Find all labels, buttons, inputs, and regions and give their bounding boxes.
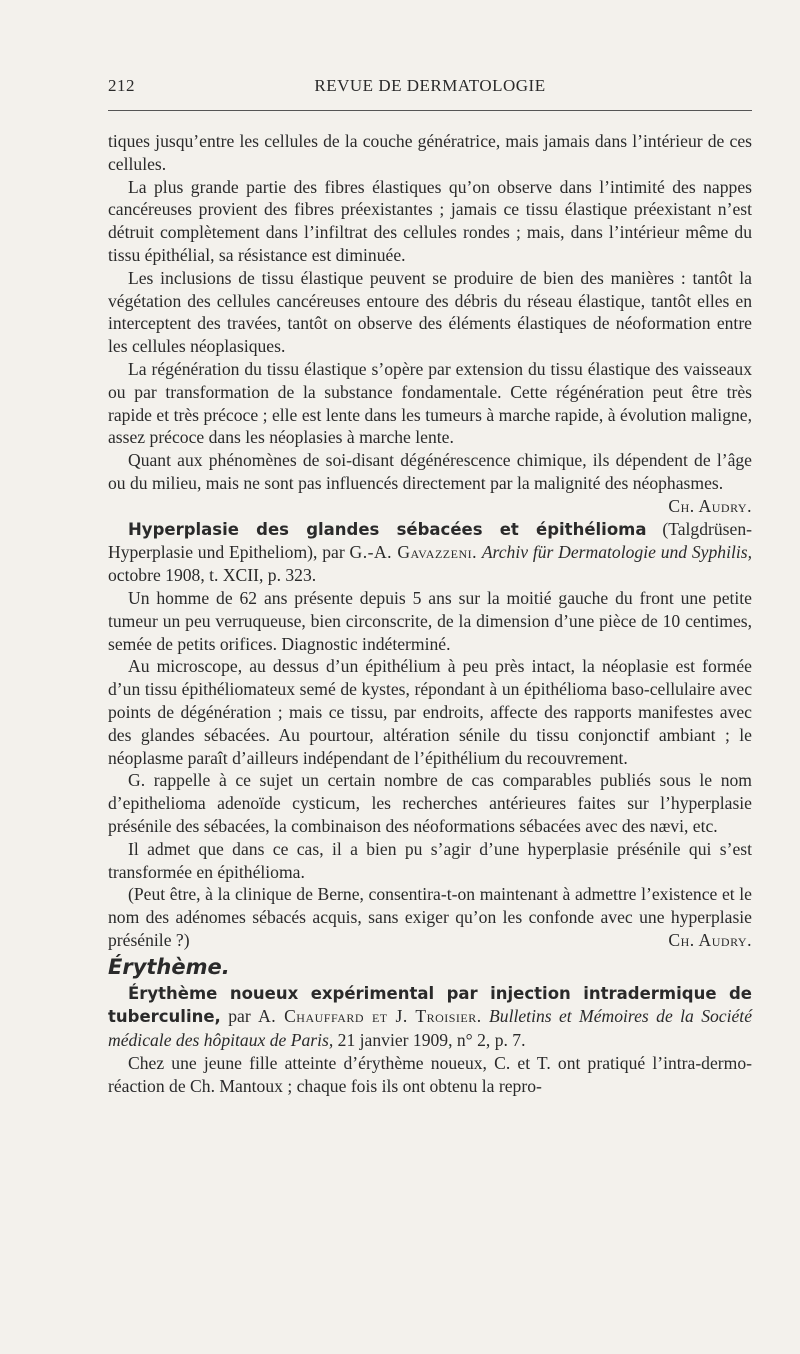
- paragraph-7: Au microscope, au dessus d’un épithélium à peu près intact, la néoplasie est formée d’un tissu épithéliomateux semé de kystes, répondant à un épithélioma baso-cellulaire avec points de dégénération ; mais ce tissu, par endroits, affecte des rapports manifestes avec des glandes sébacées. Au pourtour, altération sénile du tissu conjonctif ambiant ; le néoplasme paraît d’ailleurs indépendant de l’épithélium du recouvrement.: [108, 656, 752, 768]
- article-1-journal: Archiv für Dermatologie und Syphilis,: [481, 542, 752, 563]
- paragraph-10-text: (Peut être, à la clinique de Berne, consentira-t-on maintenant à admettre l’existence et le nom des adénomes sébacés acquis, sans exiger qu’on les confonde avec une hyperplasie présénile ?): [108, 884, 752, 950]
- paragraph-10: [108, 883, 752, 951]
- paragraph-4: La régénération du tissu élastique s’opère par extension du tissu élastique des vaisseaux ou par transformation de la substance fondamentale. Cette régénération peut être très rapide et très précoce ; elle est lente dans les tumeurs à marche rapide, à évolution maligne, assez précoce dans les néoplasies à marche lente.: [108, 358, 752, 448]
- article-2-title: Érythème noueux expérimental par injection intradermique de tuberculine,: [108, 983, 752, 1027]
- paragraph-1: tiques jusqu’entre les cellules de la couche génératrice, mais jamais dans l’intérieur de ces cellules.: [108, 131, 752, 174]
- signature-audry-1: Ch. Audry.: [668, 495, 752, 516]
- article-1-heading: [108, 518, 752, 587]
- article-1-author: G.-A. Gavazzeni.: [349, 542, 478, 563]
- running-head: [108, 76, 752, 100]
- article-1-ref: octobre 1908, t. XCII, p. 323.: [108, 565, 317, 586]
- page-number: 212: [108, 76, 135, 95]
- paragraph-5: [108, 449, 752, 516]
- paragraph-9: Il admet que dans ce cas, il a bien pu s’agir d’une hyperplasie présénile qui s’est transformée en épithélioma.: [108, 838, 752, 882]
- article-2-heading: [108, 982, 752, 1052]
- section-heading-erytheme: Érythème.: [108, 954, 230, 979]
- header-rule: [108, 110, 752, 111]
- signature-audry-2: Ch. Audry.: [668, 929, 752, 950]
- paragraph-6: Un homme de 62 ans présente depuis 5 ans sur la moitié gauche du front une petite tumeur un peu verruqueuse, bien circonscrite, de la dimension d’une pièce de 10 centimes, semée de petits orifices. Diagnostic indéterminé.: [108, 587, 752, 654]
- paragraph-8: G. rappelle à ce sujet un certain nombre de cas comparables publiés sous le nom d’epithelioma adenoïde cysticum, les recherches antérieures faites sur l’hyperplasie présénile des sébacées, la combinaison des néoformations sébacées avec des nævi, etc.: [108, 770, 752, 836]
- body-text: [108, 130, 752, 1098]
- article-2-ref: 21 janvier 1909, n° 2, p. 7.: [337, 1030, 526, 1051]
- article-2-authors: A. Chauffard et J. Troisier.: [258, 1006, 482, 1027]
- article-2-par: par: [228, 1006, 251, 1027]
- paragraph-5-text: Quant aux phénomènes de soi-disant dégénérescence chimique, ils dépendent de l’âge ou du milieu, mais ne sont pas influencés directement par la malignité des néophasmes.: [108, 450, 752, 493]
- paragraph-11: Chez une jeune fille atteinte d’érythème noueux, C. et T. ont pratiqué l’intra-dermo-réaction de Ch. Mantoux ; chaque fois ils ont obtenu la repro-: [108, 1053, 752, 1096]
- article-2-journal: Bulletins et Mémoires de la Société médicale des hôpitaux de Paris,: [108, 1006, 752, 1051]
- article-1-title: Hyperplasie des glandes sébacées et épithélioma: [128, 519, 647, 539]
- paragraph-3: Les inclusions de tissu élastique peuvent se produire de bien des manières : tantôt la végétation des cellules cancéreuses entoure des débris du réseau élastique, tantôt elles en interceptent des travées, tantôt on observe des éléments élastiques de néoformation entre les cellules néoplasiques.: [108, 267, 752, 357]
- paragraph-2: La plus grande partie des fibres élastiques qu’on observe dans l’intimité des nappes cancéreuses provient des fibres préexistantes ; jamais ce tissu élastique préexistant n’est détruit complètement dans l’infiltrat des cellules rondes ; mais, dans l’intérieur même du tissu épithélial, sa résistance est diminuée.: [108, 176, 752, 265]
- article-1-subtitle: (Talgdrüsen-Hyperplasie und Epitheliom), par: [108, 518, 752, 563]
- running-title: REVUE DE DERMATOLOGIE: [314, 76, 546, 95]
